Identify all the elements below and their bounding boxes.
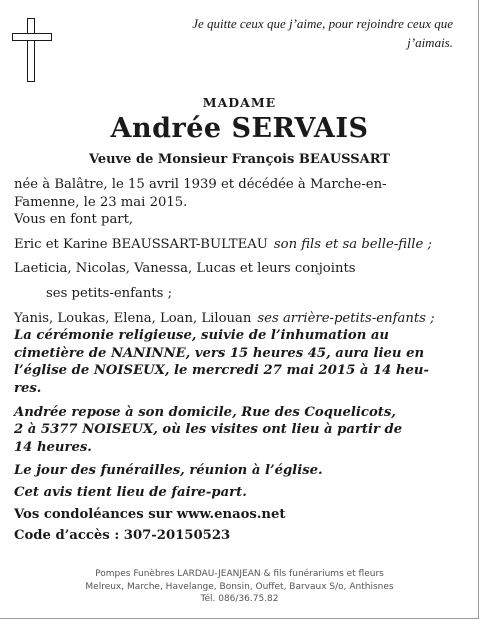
family-children: [14, 236, 459, 254]
quote-line: Je quitte ceux que j’aime, pour rejoindre ceux que: [192, 16, 453, 31]
family-great-grandchildren: [14, 310, 459, 328]
rest-paragraph: [14, 404, 459, 457]
footer-line: Pompes Funèbres LARDAU-JEANJEAN & fils funérariums et fleurs: [95, 569, 384, 579]
great-grandchildren-relation: ses arrière-petits-enfants ;: [257, 310, 435, 326]
children-names: Eric et Karine BEAUSSART-BULTEAU: [14, 236, 268, 252]
ceremony-line: res.: [14, 380, 42, 396]
family-grandchildren-relation: ses petits-enfants ;: [46, 285, 173, 301]
deceased-name: Andrée SERVAIS: [110, 113, 369, 144]
quote-line: j’aimais.: [407, 35, 453, 50]
condolences-line: Vos condoléances sur www.enaos.net: [14, 506, 286, 522]
footer-line: Tél. 086/36.75.82: [200, 594, 279, 604]
epigraph-quote: [103, 14, 453, 52]
rest-line: 2 à 5377 NOISEUX, où les visites ont lieu à partir de: [14, 422, 403, 438]
access-code-line: Code d’accès : 307-20150523: [14, 528, 231, 544]
cross-icon: [12, 18, 52, 82]
reunion-line: Le jour des funérailles, réunion à l’église.: [14, 463, 323, 479]
family-grandchildren-names: Laeticia, Nicolas, Vanessa, Lucas et leurs conjoints: [14, 261, 356, 277]
rest-line: Andrée repose à son domicile, Rue des Coquelicots,: [14, 404, 396, 420]
birth-line: née à Balâtre, le 15 avril 1939 et décédée à Marche-en-: [14, 177, 387, 192]
announce-line: Vous en font part,: [14, 212, 134, 228]
great-grandchildren-names: Yanis, Loukas, Elena, Loan, Lilouan: [14, 310, 252, 326]
honorific: MADAME: [202, 95, 277, 110]
ceremony-line: cimetière de NANINNE, vers 15 heures 45, aura lieu en: [14, 345, 425, 361]
ceremony-line: La cérémonie religieuse, suivie de l’inhumation au: [14, 328, 390, 344]
ceremony-line: l’église de NOISEUX, le mercredi 27 mai 2015 à 14 heu-: [14, 363, 429, 379]
footer-line: Melreux, Marche, Havelange, Bonsin, Ouffet, Barvaux S/o, Anthisnes: [85, 581, 394, 592]
funeral-home-footer: [0, 568, 479, 606]
notice-body: [14, 176, 459, 545]
children-relation: son fils et sa belle-fille ;: [273, 236, 432, 252]
birth-line: Famenne, le 23 mai 2015.: [14, 194, 188, 210]
ceremony-paragraph: [14, 327, 459, 397]
widow-of: Veuve de Monsieur François BEAUSSART: [89, 152, 390, 167]
rest-line: 14 heures.: [14, 439, 92, 455]
notice-line: Cet avis tient lieu de faire-part.: [14, 484, 247, 500]
